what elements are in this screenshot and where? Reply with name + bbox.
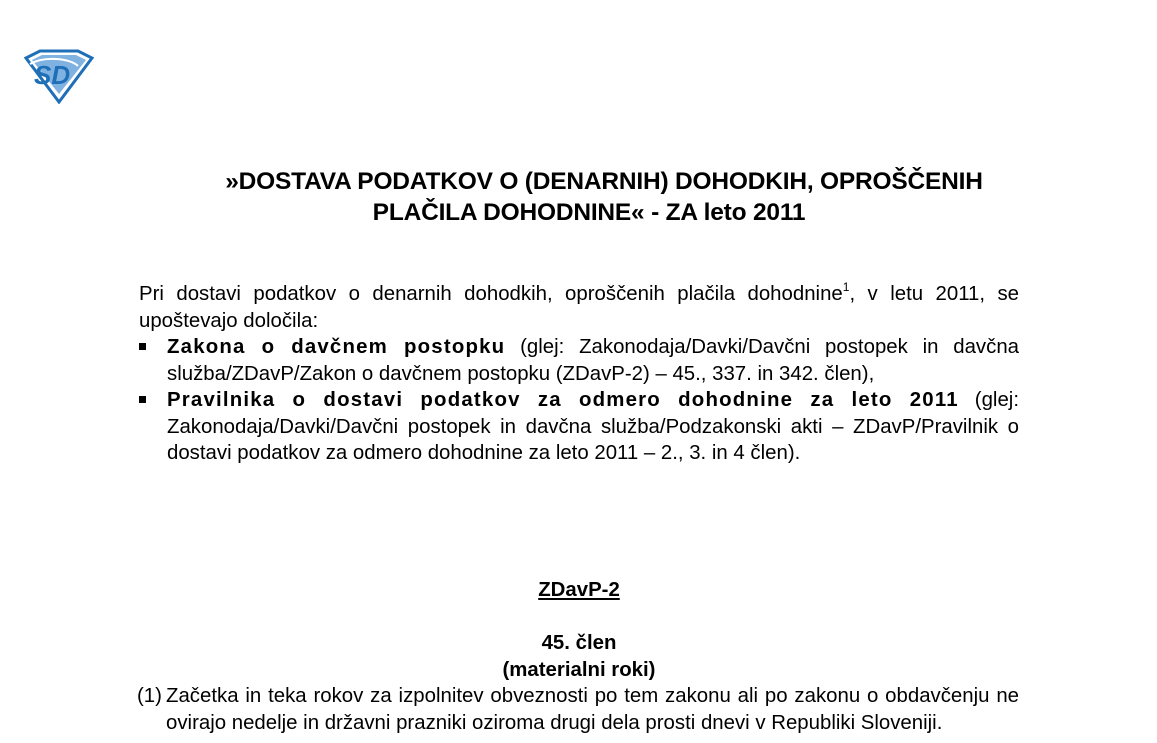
bullet-icon: [139, 343, 146, 350]
bullet-bold-text: Pravilnika o dostavi podatkov za odmero dohodnine za leto 2011: [167, 389, 959, 411]
title-line-1: »DOSTAVA PODATKOV O (DENARNIH) DOHODKIH, OPROŠČENIH: [225, 168, 983, 195]
list-item: [139, 334, 1019, 387]
article-title: 45. člen: [541, 632, 617, 654]
title-line-2: PLAČILA DOHODNINE« - ZA leto 2011: [372, 199, 806, 226]
bullet-text: (glej: Zakonodaja/Davki/Davčni postopek in davčna služba/ZDavP/Zakon o davčnem postopku (ZDavP-2) – 45., 337. in 342. člen),: [167, 336, 1019, 385]
paragraph-number: (1): [137, 685, 162, 707]
list-item: [139, 387, 1019, 467]
fdv-logo-icon: [22, 48, 96, 104]
document-title: [100, 166, 1078, 228]
section-heading: ZDavP-2: [538, 579, 620, 601]
bullet-icon: [139, 396, 146, 403]
article-subtitle: (materialni roki): [502, 659, 656, 681]
article-paragraph: [137, 683, 1019, 736]
intro-paragraph: [139, 281, 1019, 334]
intro-section: [139, 281, 1019, 467]
intro-text: Pri dostavi podatkov o denarnih dohodkih, oproščenih plačila dohodnine: [139, 283, 843, 305]
fdv-logo: [22, 48, 96, 104]
bullet-text: (glej: Zakonodaja/Davki/Davčni postopek in davčna služba/Podzakonski akti – ZDavP/Pravilnik o dostavi podatkov za odmero dohodnine za leto 2011 – 2., 3. in 4 člen).: [167, 389, 1019, 464]
logo-text: SD: [34, 60, 71, 90]
intro-text-after: , v letu 2011, se upoštevajo določila:: [139, 283, 1019, 332]
bullet-list: [139, 334, 1019, 467]
bullet-bold-text: Zakona o davčnem postopku: [167, 336, 506, 358]
paragraph-text: Začetka in teka rokov za izpolnitev obveznosti po tem zakonu ali po zakonu o obdavčenju ne ovirajo nedelje in državni prazniki oziroma drugi dela prosti dnevi v Republiki Sloveniji.: [166, 685, 1019, 734]
footnote-ref: 1: [842, 280, 850, 294]
